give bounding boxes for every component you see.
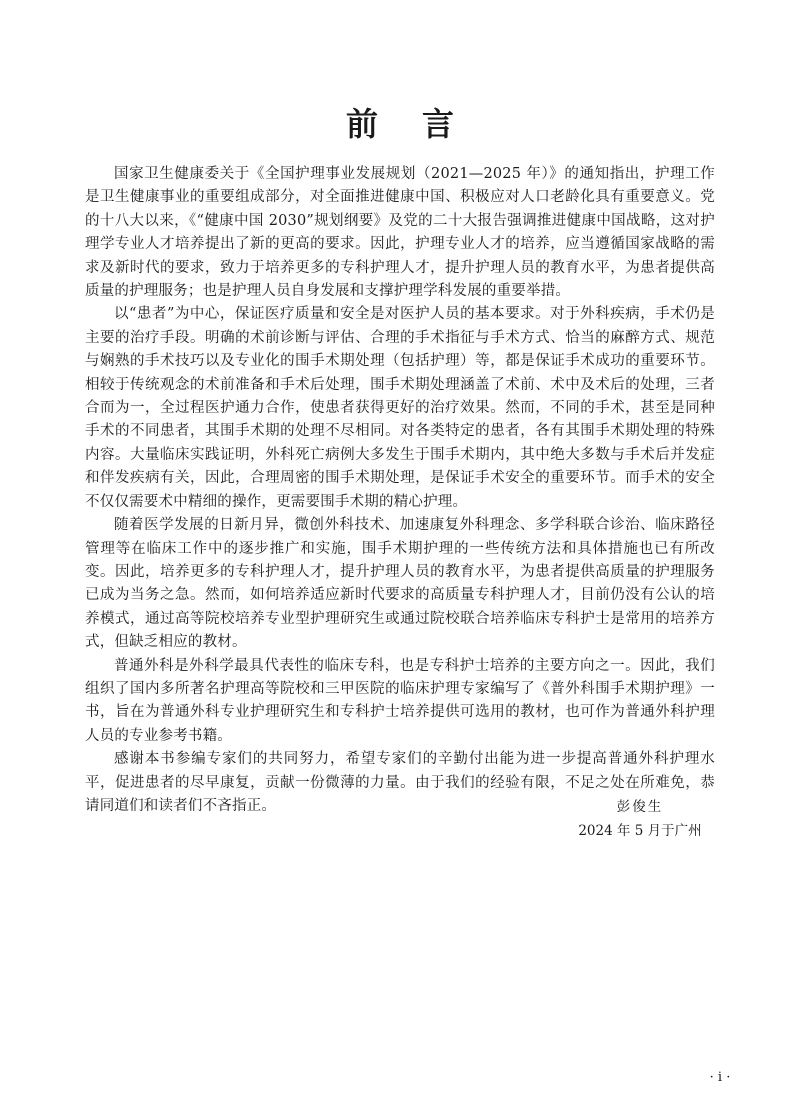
paragraph-1: 国家卫生健康委关于《全国护理事业发展规划（2021—2025 年）》的通知指出，护理工作是卫生健康事业的重要组成部分，对全面推进健康中国、积极应对人口老龄化具有重要意义。党的十八大以来，《“健康中国 2030”规划纲要》及党的二十大报告强调推进健康中国战略，这对护理学专业人才培养提出了新的更高的要求。因此，护理专业人才的培养，应当遵循国家战略的需求及新时代的要求，致力于培养更多的专科护理人才，提升护理人员的教育水平，为患者提供高质量的护理服务；也是护理人员自身发展和支撑护理学科发展的重要举措。 xyxy=(85,166,715,300)
page-number: · i · xyxy=(709,1070,731,1085)
signature-date: 2024 年 5 月于广州 xyxy=(578,823,702,839)
paragraph-3: 随着医学发展的日新月异，微创外科技术、加速康复外科理念、多学科联合诊治、临床路径管理等在临床工作中的逐步推广和实施，围手术期护理的一些传统方法和具体措施也已有所改变。因此，培养更多的专科护理人才，提升护理人员的教育水平，为患者提供高质量的护理服务已成为当务之急。然而，如何培养适应新时代要求的高质量专科护理人才，目前仍没有公认的培养模式，通过高等院校培养专业型护理研究生或通过院校联合培养临床专科护士是常用的培养方式，但缺乏相应的教材。 xyxy=(85,517,715,651)
paragraph-5: 感谢本书参编专家们的共同努力，希望专家们的辛勤付出能为进一步提高普通外科护理水平，促进患者的尽早康复，贡献一份微薄的力量。由于我们的经验有限，不足之处在所难免，恭请同道们和读者们不吝指正。 xyxy=(85,751,715,814)
paragraph-4: 普通外科是外科学最具代表性的临床专科，也是专科护士培养的主要方向之一。因此，我们组织了国内多所著名护理高等院校和三甲医院的临床护理专家编写了《普外科围手术期护理》一书，旨在为普通外科专业护理研究生和专科护士培养提供可选用的教材，也可作为普通外科护理人员的专业参考书籍。 xyxy=(85,657,715,744)
page-title: 前言 xyxy=(345,105,498,143)
preface-body xyxy=(85,163,715,818)
signature-name: 彭俊生 xyxy=(616,799,664,815)
paragraph-2: 以“患者”为中心，保证医疗质量和安全是对医护人员的基本要求。对于外科疾病，手术仍是主要的治疗手段。明确的术前诊断与评估、合理的手术指征与手术方式、恰当的麻醉方式、规范与娴熟的手术技巧以及专业化的围手术期处理（包括护理）等，都是保证手术成功的重要环节。相较于传统观念的术前准备和手术后处理，围手术期处理涵盖了术前、术中及术后的处理，三者合而为一，全过程医护通力合作，使患者获得更好的治疗效果。然而，不同的手术，甚至是同种手术的不同患者，其围手术期的处理不尽相同。对各类特定的患者，各有其围手术期处理的特殊内容。大量临床实践证明，外科死亡病例大多发生于围手术期内，其中绝大多数与手术后并发症和伴发疾病有关，因此，合理周密的围手术期处理，是保证手术安全的重要环节。而手术的安全不仅仅需要术中精细的操作，更需要围手术期的精心护理。 xyxy=(85,306,715,510)
